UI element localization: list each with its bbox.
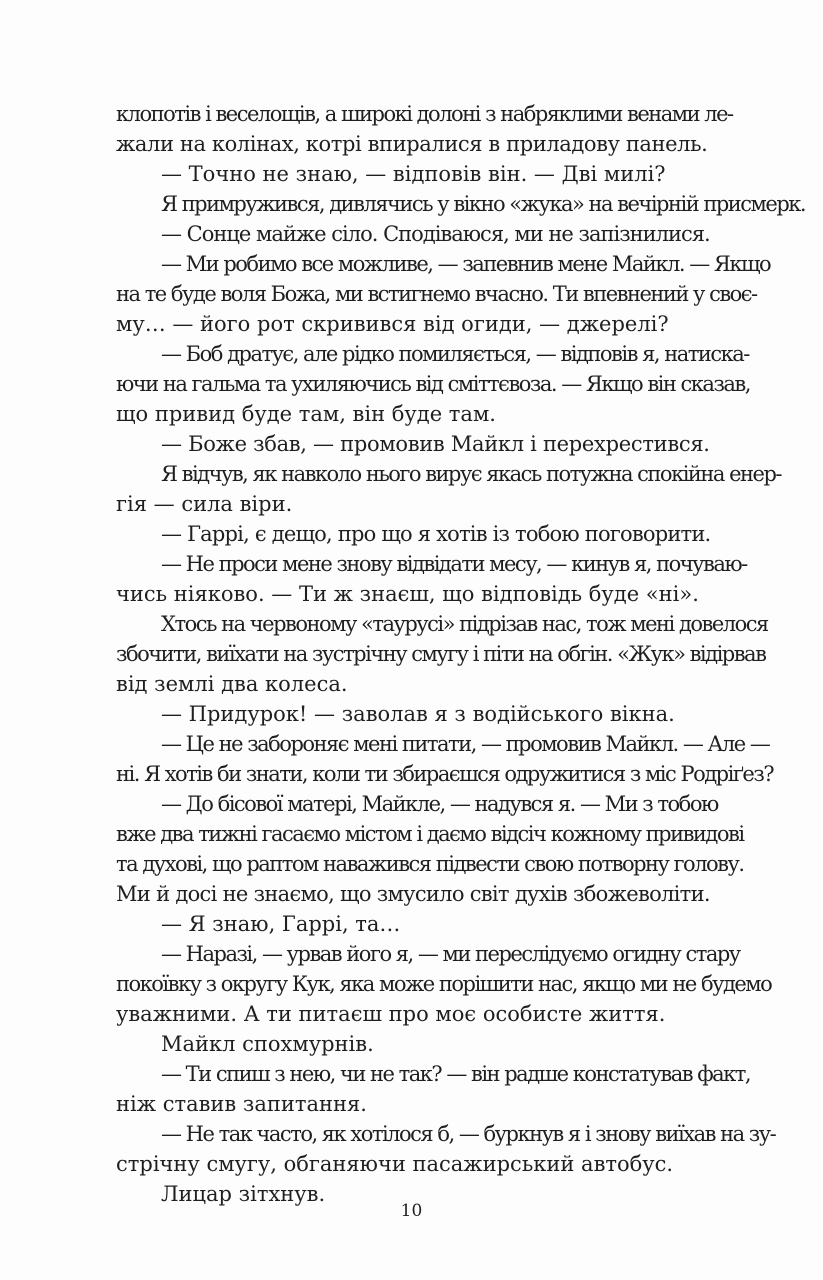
- text-line: — Не проси мене знову відвідати месу, — кинув я, почуваю-: [161, 552, 747, 576]
- text-line: Я примружився, дивлячись у вікно «жука» на вечірній присмерк.: [161, 192, 806, 216]
- text-line: жали на колінах, котрі впиралися в приладову панель.: [116, 132, 708, 156]
- text-line: — Сонце майже сіло. Сподіваюся, ми не запізнилися.: [161, 222, 710, 246]
- body-text: [116, 99, 806, 1209]
- text-line: Ми й досі не знаємо, що змусило світ духів збожеволіти.: [116, 882, 710, 906]
- text-line: — Не так часто, як хотілося б, — буркнув я і знову виїхав на зу-: [161, 1122, 776, 1146]
- text-line: — Гаррі, є дещо, про що я хотів із тобою поговорити.: [161, 522, 711, 546]
- text-line: — Боб дратує, але рідко помиляється, — відповів я, натиска-: [161, 342, 749, 366]
- text-line: Лицар зітхнув.: [161, 1182, 326, 1206]
- text-line: ючи на гальма та ухиляючись від сміттєвоза. — Якщо він сказав,: [116, 372, 750, 396]
- text-line: Я відчув, як навколо нього вирує якась потужна спокійна енер-: [161, 462, 781, 486]
- text-line: на те буде воля Божа, ми встигнемо вчасно. Ти впевнений у своє-: [116, 282, 757, 306]
- text-line: вже два тижні гасаємо містом і даємо відсіч кожному привидові: [116, 822, 744, 846]
- text-line: му… — його рот скривився від огиди, — джерелі?: [116, 312, 669, 336]
- text-line: — Це не забороняє мені питати, — промовив Майкл. — Але —: [161, 732, 770, 756]
- text-line: збочити, виїхати на зустрічну смугу і піти на обгін. «Жук» відірвав: [116, 642, 766, 666]
- text-line: ніж ставив запитання.: [116, 1092, 367, 1116]
- text-line: Хтось на червоному «таурусі» підрізав нас, тож мені довелося: [161, 612, 768, 636]
- text-line: — Придурок! — заволав я з водійського вікна.: [161, 702, 675, 726]
- text-line: — Ти спиш з нею, чи не так? — він радше констатував факт,: [161, 1062, 751, 1086]
- text-line: — До бісової матері, Майкле, — надувся я. — Ми з тобою: [161, 792, 718, 816]
- page-number: 10: [400, 1201, 423, 1221]
- text-line: — Точно не знаю, — відповів він. — Дві милі?: [161, 162, 666, 186]
- text-line: покоївку з округу Кук, яка може порішити нас, якщо ми не будемо: [116, 972, 772, 996]
- text-line: що привид буде там, він буде там.: [116, 402, 496, 426]
- text-line: від землі два колеса.: [116, 672, 348, 696]
- text-line: — Я знаю, Гаррі, та…: [161, 912, 401, 936]
- text-line: та духові, що раптом наважився підвести свою потворну голову.: [116, 852, 744, 876]
- text-line: — Боже збав, — промовив Майкл і перехрестився.: [161, 432, 710, 456]
- text-line: уважними. А ти питаєш про моє особисте життя.: [116, 1002, 666, 1026]
- text-line: чись ніяково. — Ти ж знаєш, що відповідь буде «ні».: [116, 582, 699, 606]
- text-line: ні. Я хотів би знати, коли ти збираєшся одружитися з міс Родріґез?: [116, 762, 774, 786]
- text-line: стрічну смугу, обганяючи пасажирський автобус.: [116, 1152, 674, 1176]
- text-line: клопотів і веселощів, а широкі долоні з набряклими венами ле-: [116, 102, 733, 126]
- text-line: Майкл спохмурнів.: [161, 1032, 374, 1056]
- text-line: — Ми робимо все можливе, — запевнив мене Майкл. — Якщо: [161, 252, 771, 276]
- text-line: гія — сила віри.: [116, 492, 293, 516]
- text-line: — Наразі, — урвав його я, — ми переслідуємо огидну стару: [161, 942, 740, 966]
